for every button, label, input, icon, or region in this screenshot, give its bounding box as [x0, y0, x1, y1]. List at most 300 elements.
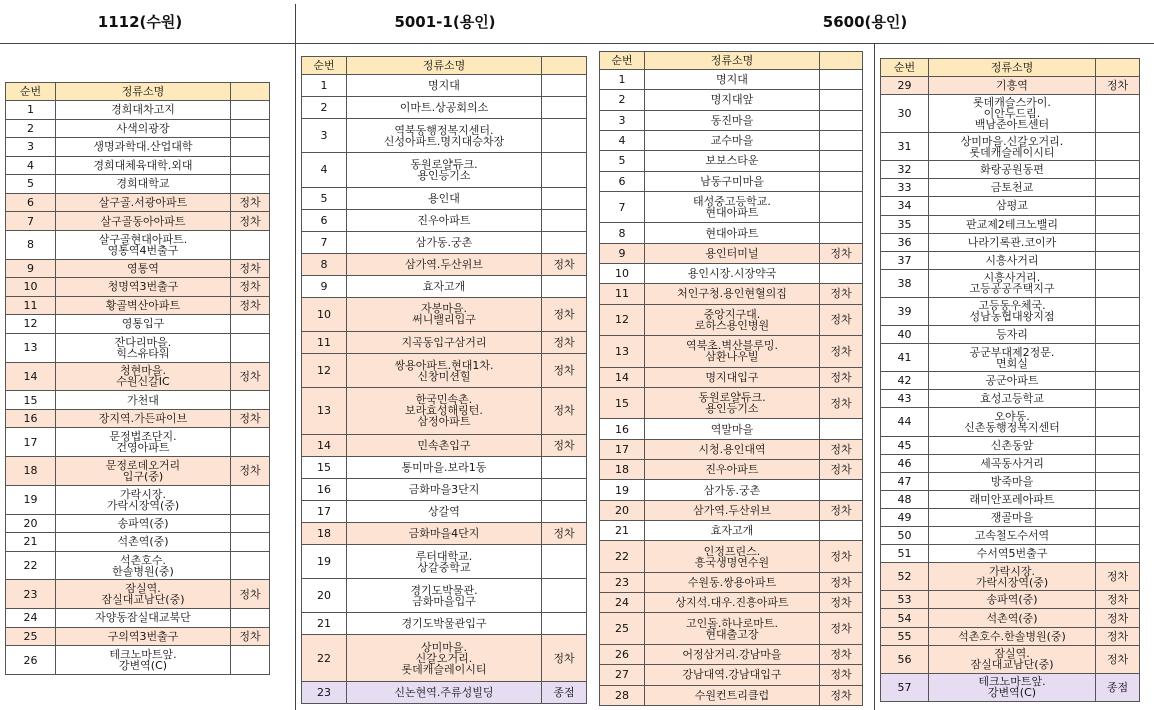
stop-number: 22 [302, 635, 347, 681]
stop-number: 19 [600, 480, 645, 500]
table-row [600, 304, 863, 336]
table-row [881, 390, 1140, 408]
stop-number: 40 [881, 326, 929, 344]
table-row [881, 408, 1140, 436]
table-row [6, 296, 270, 315]
stop-number: 10 [6, 278, 56, 297]
stop-note: 종점 [542, 681, 587, 703]
table-row [302, 681, 587, 703]
stop-name: 잠실역. 잠실대교남단(중) [929, 645, 1096, 673]
stop-note: 정차 [542, 297, 587, 331]
stop-number: 11 [6, 296, 56, 315]
stop-note [1096, 297, 1140, 325]
table-row [302, 544, 587, 578]
stop-name: 상지석.대우.진흥아파트 [645, 593, 820, 613]
stop-number: 15 [6, 391, 56, 410]
table-row [6, 580, 270, 609]
table-row [6, 175, 270, 194]
stop-number: 24 [6, 609, 56, 628]
stop-note [231, 551, 270, 580]
stop-number: 17 [302, 500, 347, 522]
stop-number: 2 [6, 119, 56, 138]
stop-note: 정차 [542, 434, 587, 456]
stop-number: 55 [881, 627, 929, 645]
stop-number: 50 [881, 527, 929, 545]
table-row [881, 269, 1140, 297]
stop-name: 살구골현대아파트. 영통역4번출구 [56, 230, 231, 259]
stop-note [231, 533, 270, 552]
table-row [302, 388, 587, 434]
stop-note: 정차 [820, 460, 863, 480]
stop-name: 청명역3번출구 [56, 278, 231, 297]
stop-name: 경희대체육대학.외대 [56, 156, 231, 175]
table-row [302, 500, 587, 522]
stop-name: 현대아파트 [645, 223, 820, 243]
stop-number: 21 [302, 613, 347, 635]
stop-name: 오야동. 신촌동행정복지센터 [929, 408, 1096, 436]
stop-number: 9 [6, 259, 56, 278]
stop-note: 정차 [542, 522, 587, 544]
stop-note [1096, 161, 1140, 179]
stop-number: 42 [881, 372, 929, 390]
stop-note [1096, 95, 1140, 133]
stop-number: 32 [881, 161, 929, 179]
stop-name: 장지역.가든파이브 [56, 409, 231, 428]
stop-note: 정차 [231, 457, 270, 486]
stop-number: 17 [6, 428, 56, 457]
stop-note [542, 153, 587, 187]
table-row [600, 419, 863, 439]
column-divider-right [874, 44, 875, 710]
table-row [302, 332, 587, 354]
stop-number: 20 [302, 579, 347, 613]
table-row [6, 409, 270, 428]
stop-note: 정차 [231, 259, 270, 278]
table-row [600, 685, 863, 705]
stop-name: 남동구미마을 [645, 171, 820, 191]
stop-name: 교수마을 [645, 130, 820, 150]
table-row [302, 153, 587, 187]
stop-number: 10 [600, 264, 645, 284]
stop-name: 진우아파트 [347, 209, 542, 231]
header-no: 순번 [6, 83, 56, 101]
stop-note [542, 231, 587, 253]
stop-name: 진우아파트 [645, 460, 820, 480]
stop-number: 23 [6, 580, 56, 609]
stop-note [1096, 408, 1140, 436]
table-row [6, 646, 270, 675]
table-row [600, 665, 863, 685]
table-row [302, 613, 587, 635]
table-row [600, 90, 863, 110]
stop-number: 44 [881, 408, 929, 436]
stop-note [1096, 390, 1140, 408]
table-row [302, 187, 587, 209]
table-row [302, 635, 587, 681]
stop-number: 7 [302, 231, 347, 253]
stop-name: 태성중고등학교. 현대아파트 [645, 191, 820, 223]
stop-number: 41 [881, 344, 929, 372]
stop-note: 정차 [820, 644, 863, 664]
stop-number: 13 [6, 333, 56, 362]
stop-number: 2 [600, 90, 645, 110]
stop-note [1096, 215, 1140, 233]
stop-note [1096, 545, 1140, 563]
stop-note [231, 428, 270, 457]
table-row [881, 563, 1140, 591]
table-row [6, 156, 270, 175]
header-note [820, 52, 863, 70]
stop-number: 12 [600, 304, 645, 336]
table-row [881, 508, 1140, 526]
stop-number: 14 [6, 362, 56, 391]
table-row [881, 161, 1140, 179]
table-row [881, 133, 1140, 161]
stop-number: 36 [881, 233, 929, 251]
stop-name: 삼가동.궁촌 [347, 231, 542, 253]
stop-name: 공군아파트 [929, 372, 1096, 390]
stop-name: 용인대 [347, 187, 542, 209]
stop-note: 정차 [542, 332, 587, 354]
table-row [881, 673, 1140, 701]
stop-number: 28 [600, 685, 645, 705]
stop-name: 금화마을4단지 [347, 522, 542, 544]
stop-number: 14 [302, 434, 347, 456]
stop-number: 25 [6, 627, 56, 646]
table-row [600, 284, 863, 304]
stop-name: 용인시장.시장약국 [645, 264, 820, 284]
stop-note [820, 264, 863, 284]
column-divider-left [295, 4, 296, 710]
stop-name: 구의역3번출구 [56, 627, 231, 646]
header-no: 순번 [302, 57, 347, 75]
stop-name: 송파역(중) [56, 514, 231, 533]
table-row [6, 315, 270, 334]
stop-number: 24 [600, 593, 645, 613]
stop-name: 쌍용아파트.현대1차. 신창미션힐 [347, 354, 542, 388]
stop-number: 1 [302, 75, 347, 97]
stop-table-5600-part1 [599, 51, 863, 706]
stop-number: 5 [6, 175, 56, 194]
table-row [6, 362, 270, 391]
stop-note: 정차 [820, 572, 863, 592]
table-row [881, 251, 1140, 269]
table-row [881, 77, 1140, 95]
stop-number: 5 [302, 187, 347, 209]
stop-name: 잔다리마을. 힉스유타워 [56, 333, 231, 362]
table-row [881, 95, 1140, 133]
table-row [302, 231, 587, 253]
stop-name: 금토천교 [929, 179, 1096, 197]
stop-name: 명지대 [645, 70, 820, 90]
stop-number: 13 [302, 388, 347, 434]
stop-number: 5 [600, 151, 645, 171]
stop-note: 정차 [820, 685, 863, 705]
stop-number: 8 [600, 223, 645, 243]
stop-number: 54 [881, 609, 929, 627]
stop-name: 강남대역.강남대입구 [645, 665, 820, 685]
stop-number: 33 [881, 179, 929, 197]
stop-name: 기흥역 [929, 77, 1096, 95]
stop-number: 25 [600, 613, 645, 645]
stop-number: 18 [302, 522, 347, 544]
stop-name: 가락시장. 가락시장역(중) [929, 563, 1096, 591]
stop-note [231, 333, 270, 362]
table-row [600, 460, 863, 480]
stop-name: 살구골.서광아파트 [56, 193, 231, 212]
table-row [600, 151, 863, 171]
stop-note: 정차 [820, 367, 863, 387]
route-title-5001-1: 5001-1(용인) [394, 13, 496, 31]
stop-number: 16 [6, 409, 56, 428]
table-row [6, 119, 270, 138]
stop-note: 정차 [231, 580, 270, 609]
table-row [600, 336, 863, 368]
stop-note [542, 579, 587, 613]
stop-note [542, 275, 587, 297]
table-row [6, 457, 270, 486]
stop-note: 정차 [820, 500, 863, 520]
stop-name: 석촌호수. 한솔병원(중) [56, 551, 231, 580]
stop-number: 3 [6, 138, 56, 157]
stop-note [542, 187, 587, 209]
stop-name: 가락시장. 가락시장역(중) [56, 485, 231, 514]
stop-number: 56 [881, 645, 929, 673]
stop-note [1096, 527, 1140, 545]
stop-note [542, 75, 587, 97]
stop-name: 동원로얄듀크. 용인등기소 [645, 387, 820, 419]
stop-number: 16 [600, 419, 645, 439]
header-name: 정류소명 [56, 83, 231, 101]
stop-name: 신논현역.주류성빌딩 [347, 681, 542, 703]
table-row [881, 627, 1140, 645]
stop-name: 상미마을.신갈오거리. 롯데캐슬레이시티 [929, 133, 1096, 161]
stop-number: 8 [302, 253, 347, 275]
stop-name: 민속촌입구 [347, 434, 542, 456]
table-row [302, 522, 587, 544]
table-row [302, 97, 587, 119]
stop-number: 34 [881, 197, 929, 215]
stop-name: 고등동우체국. 성남농협대왕지점 [929, 297, 1096, 325]
stop-name: 석촌호수.한솔병원(중) [929, 627, 1096, 645]
header-note [231, 83, 270, 101]
stop-name: 수원동.쌍용아파트 [645, 572, 820, 592]
table-row [6, 212, 270, 231]
table-row [881, 297, 1140, 325]
stop-note: 정차 [820, 541, 863, 573]
stop-number: 1 [600, 70, 645, 90]
table-row [881, 197, 1140, 215]
stop-name: 시흥사거리. 고등공공주택지구 [929, 269, 1096, 297]
stop-name: 황골벽산아파트 [56, 296, 231, 315]
table-row [302, 434, 587, 456]
table-row [6, 193, 270, 212]
stop-note: 종점 [1096, 673, 1140, 701]
stop-number: 39 [881, 297, 929, 325]
stop-note [820, 151, 863, 171]
stop-note: 정차 [231, 193, 270, 212]
header-name: 정류소명 [929, 59, 1096, 77]
table-row [600, 223, 863, 243]
table-row [881, 372, 1140, 390]
stop-note [542, 97, 587, 119]
stop-name: 생명과학대.산업대학 [56, 138, 231, 157]
stop-name: 역말마을 [645, 419, 820, 439]
stop-name: 테크노마트앞. 강변역(C) [56, 646, 231, 675]
stop-note [1096, 179, 1140, 197]
table-row [881, 326, 1140, 344]
stop-name: 명지대 [347, 75, 542, 97]
stop-number: 3 [600, 110, 645, 130]
stop-name: 동원로얄듀크. 용인등기소 [347, 153, 542, 187]
stop-name: 명지대앞 [645, 90, 820, 110]
stop-name: 보보스타운 [645, 151, 820, 171]
stop-note: 정차 [820, 284, 863, 304]
table-row [600, 110, 863, 130]
stop-number: 11 [302, 332, 347, 354]
stop-name: 효자고개 [645, 521, 820, 541]
table-row [302, 456, 587, 478]
table-row [302, 478, 587, 500]
stop-number: 19 [6, 485, 56, 514]
header-note [1096, 59, 1140, 77]
stop-number: 26 [6, 646, 56, 675]
stop-name: 세곡동사거리 [929, 454, 1096, 472]
stop-name: 역북동행정복지센터. 신성아파트.명지대승차장 [347, 119, 542, 153]
stop-note: 정차 [542, 635, 587, 681]
table-row [6, 391, 270, 410]
stop-number: 51 [881, 545, 929, 563]
stop-note [231, 230, 270, 259]
stop-note [1096, 344, 1140, 372]
stop-note: 정차 [820, 336, 863, 368]
stop-note: 정차 [1096, 627, 1140, 645]
stop-note [820, 419, 863, 439]
stop-note [231, 315, 270, 334]
stop-name: 역북초.벽산블루밍. 삼환나우빌 [645, 336, 820, 368]
table-row [600, 480, 863, 500]
stop-note: 정차 [820, 387, 863, 419]
table-row [881, 233, 1140, 251]
stop-note [542, 544, 587, 578]
table-row [6, 551, 270, 580]
stop-note: 정차 [231, 362, 270, 391]
stop-name: 테크노마트앞. 강변역(C) [929, 673, 1096, 701]
table-row [6, 485, 270, 514]
table-row [600, 130, 863, 150]
table-row [600, 593, 863, 613]
stop-number: 17 [600, 439, 645, 459]
table-row [600, 264, 863, 284]
stop-number: 2 [302, 97, 347, 119]
stop-note [1096, 472, 1140, 490]
stop-number: 6 [302, 209, 347, 231]
stop-name: 자봉마을. 써니밸리입구 [347, 297, 542, 331]
stop-name: 중앙지구대. 로하스용인병원 [645, 304, 820, 336]
stop-name: 지곡동입구삼거리 [347, 332, 542, 354]
stop-name: 영통입구 [56, 315, 231, 334]
stop-name: 효자고개 [347, 275, 542, 297]
stop-note [1096, 454, 1140, 472]
stop-name: 문정법조단지. 건영아파트 [56, 428, 231, 457]
stop-number: 12 [302, 354, 347, 388]
stop-number: 22 [6, 551, 56, 580]
stop-name: 한국민속촌. 보라효성해링턴. 삼정아파트 [347, 388, 542, 434]
stop-name: 삼가역.두산위브 [347, 253, 542, 275]
table-row [881, 591, 1140, 609]
table-row [881, 215, 1140, 233]
stop-name: 자양동잠실대교북단 [56, 609, 231, 628]
stop-number: 9 [302, 275, 347, 297]
route-title-1112: 1112(수원) [97, 13, 183, 31]
stop-number: 6 [600, 171, 645, 191]
stop-name: 잠실역. 잠실대교남단(중) [56, 580, 231, 609]
stop-name: 석촌역(중) [56, 533, 231, 552]
stop-name: 경기도박물관. 금화마을입구 [347, 579, 542, 613]
table-row [6, 533, 270, 552]
stop-name: 고속철도수서역 [929, 527, 1096, 545]
stop-number: 52 [881, 563, 929, 591]
stop-name: 경희대차고지 [56, 101, 231, 120]
stop-note [231, 485, 270, 514]
stop-number: 21 [600, 521, 645, 541]
stop-number: 8 [6, 230, 56, 259]
stop-note [820, 130, 863, 150]
table-row [881, 527, 1140, 545]
table-row [6, 230, 270, 259]
stop-note [1096, 233, 1140, 251]
stop-name: 효성고등학교 [929, 390, 1096, 408]
table-row [600, 644, 863, 664]
stop-note [542, 500, 587, 522]
stop-number: 27 [600, 665, 645, 685]
stop-table-1112 [5, 82, 270, 675]
stop-note: 정차 [820, 304, 863, 336]
stop-note [231, 609, 270, 628]
stop-name: 수원컨트리클럽 [645, 685, 820, 705]
table-row [600, 171, 863, 191]
stop-number: 7 [600, 191, 645, 223]
stop-note: 정차 [820, 613, 863, 645]
stop-number: 19 [302, 544, 347, 578]
stop-number: 15 [302, 456, 347, 478]
table-row [302, 119, 587, 153]
table-row [600, 70, 863, 90]
table-row [881, 545, 1140, 563]
stop-name: 삼가역.두산위브 [645, 500, 820, 520]
header-no: 순번 [600, 52, 645, 70]
stop-note [231, 156, 270, 175]
table-row [6, 627, 270, 646]
stop-note: 정차 [542, 354, 587, 388]
table-row [302, 275, 587, 297]
stop-name: 통미마을.보라1동 [347, 456, 542, 478]
stop-number: 30 [881, 95, 929, 133]
stop-note [1096, 326, 1140, 344]
stop-name: 래미안포레아파트 [929, 490, 1096, 508]
stop-name: 이마트.상공회의소 [347, 97, 542, 119]
stop-note [820, 171, 863, 191]
stop-note: 정차 [231, 627, 270, 646]
stop-note: 정차 [231, 296, 270, 315]
stop-number: 4 [600, 130, 645, 150]
table-row [302, 253, 587, 275]
stop-name: 명지대입구 [645, 367, 820, 387]
stop-note [1096, 269, 1140, 297]
stop-number: 10 [302, 297, 347, 331]
stop-note [231, 514, 270, 533]
stop-name: 어정삼거리.강남마을 [645, 644, 820, 664]
